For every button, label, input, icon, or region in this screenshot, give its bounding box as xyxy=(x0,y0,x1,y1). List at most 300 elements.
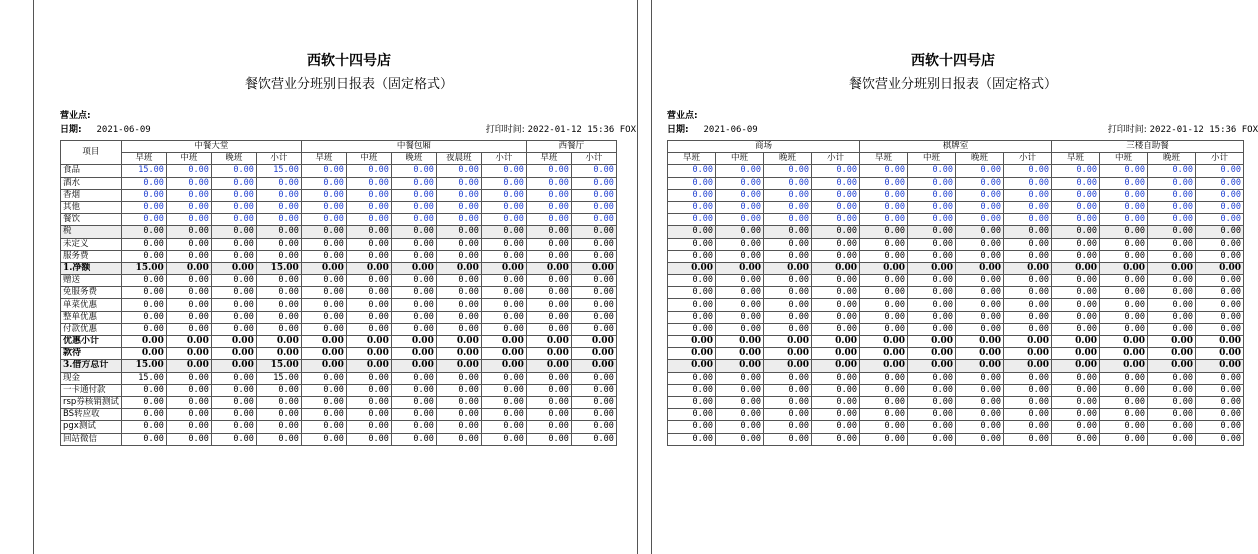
value-cell: 0.00 xyxy=(908,311,956,323)
value-cell: 0.00 xyxy=(211,226,256,238)
table-row xyxy=(668,287,1244,299)
value-cell: 0.00 xyxy=(436,396,481,408)
table-row xyxy=(668,262,1244,274)
value-cell: 0.00 xyxy=(860,189,908,201)
value-cell: 0.00 xyxy=(301,421,346,433)
table-row xyxy=(668,409,1244,421)
value-cell: 0.00 xyxy=(1196,360,1244,372)
value-cell: 0.00 xyxy=(481,262,526,274)
shift-column-header: 晚班 xyxy=(764,153,812,165)
value-cell: 0.00 xyxy=(908,396,956,408)
value-cell: 0.00 xyxy=(668,177,716,189)
value-cell: 0.00 xyxy=(346,287,391,299)
value-cell: 0.00 xyxy=(1052,384,1100,396)
date-row xyxy=(667,122,758,135)
shift-column-header: 中班 xyxy=(346,153,391,165)
value-cell: 0.00 xyxy=(301,287,346,299)
shift-column-header: 晚班 xyxy=(391,153,436,165)
value-cell: 0.00 xyxy=(1148,177,1196,189)
value-cell: 0.00 xyxy=(1196,189,1244,201)
value-cell: 0.00 xyxy=(668,214,716,226)
table-row xyxy=(668,165,1244,177)
value-cell: 0.00 xyxy=(526,189,571,201)
value-cell: 0.00 xyxy=(716,372,764,384)
value-cell: 0.00 xyxy=(481,201,526,213)
value-cell: 0.00 xyxy=(571,177,616,189)
value-cell: 0.00 xyxy=(301,189,346,201)
value-cell: 0.00 xyxy=(956,360,1004,372)
value-cell: 0.00 xyxy=(764,177,812,189)
shift-column-header: 小计 xyxy=(1196,153,1244,165)
value-cell: 0.00 xyxy=(716,348,764,360)
value-cell: 0.00 xyxy=(121,189,166,201)
value-cell: 0.00 xyxy=(716,384,764,396)
value-cell: 0.00 xyxy=(1196,336,1244,348)
value-cell: 0.00 xyxy=(211,336,256,348)
value-cell: 0.00 xyxy=(1052,250,1100,262)
value-cell: 0.00 xyxy=(1100,433,1148,445)
report-page-right xyxy=(667,0,1258,554)
shift-column-header: 小计 xyxy=(481,153,526,165)
value-cell: 0.00 xyxy=(1004,226,1052,238)
value-cell: 0.00 xyxy=(121,323,166,335)
table-row xyxy=(668,336,1244,348)
date-label: 日期: xyxy=(667,125,689,135)
value-cell: 0.00 xyxy=(1100,348,1148,360)
value-cell: 0.00 xyxy=(668,299,716,311)
value-cell: 0.00 xyxy=(166,323,211,335)
value-cell: 0.00 xyxy=(812,372,860,384)
value-cell: 0.00 xyxy=(908,262,956,274)
value-cell: 0.00 xyxy=(436,287,481,299)
value-cell: 0.00 xyxy=(571,189,616,201)
table-row xyxy=(61,165,617,177)
value-cell: 0.00 xyxy=(346,275,391,287)
value-cell: 0.00 xyxy=(526,433,571,445)
value-cell: 0.00 xyxy=(668,323,716,335)
value-cell: 0.00 xyxy=(481,238,526,250)
value-cell: 0.00 xyxy=(860,262,908,274)
value-cell: 0.00 xyxy=(668,275,716,287)
table-row xyxy=(61,348,617,360)
value-cell: 0.00 xyxy=(1148,421,1196,433)
row-label: 香烟 xyxy=(61,189,122,201)
value-cell: 0.00 xyxy=(211,275,256,287)
print-time-label: 打印时间: xyxy=(485,125,525,135)
table-row xyxy=(61,372,617,384)
value-cell: 0.00 xyxy=(1196,238,1244,250)
value-cell: 0.00 xyxy=(1196,201,1244,213)
value-cell: 0.00 xyxy=(908,287,956,299)
value-cell: 0.00 xyxy=(956,238,1004,250)
value-cell: 0.00 xyxy=(121,275,166,287)
value-cell: 0.00 xyxy=(121,421,166,433)
value-cell: 0.00 xyxy=(1004,336,1052,348)
shift-column-header: 小计 xyxy=(812,153,860,165)
value-cell: 0.00 xyxy=(256,275,301,287)
value-cell: 0.00 xyxy=(436,250,481,262)
value-cell: 0.00 xyxy=(716,275,764,287)
value-cell: 0.00 xyxy=(121,396,166,408)
value-cell: 0.00 xyxy=(211,287,256,299)
value-cell: 0.00 xyxy=(764,226,812,238)
value-cell: 0.00 xyxy=(764,336,812,348)
value-cell: 0.00 xyxy=(1052,421,1100,433)
value-cell: 0.00 xyxy=(956,201,1004,213)
value-cell: 0.00 xyxy=(716,250,764,262)
table-row xyxy=(668,201,1244,213)
value-cell: 0.00 xyxy=(1196,372,1244,384)
value-cell: 0.00 xyxy=(1196,311,1244,323)
outlet-label-row xyxy=(667,108,698,121)
value-cell: 0.00 xyxy=(256,189,301,201)
table-row xyxy=(668,250,1244,262)
value-cell: 0.00 xyxy=(256,409,301,421)
value-cell: 0.00 xyxy=(571,409,616,421)
value-cell: 0.00 xyxy=(1052,238,1100,250)
value-cell: 0.00 xyxy=(256,384,301,396)
value-cell: 0.00 xyxy=(436,336,481,348)
value-cell: 0.00 xyxy=(860,165,908,177)
value-cell: 0.00 xyxy=(1100,214,1148,226)
value-cell: 0.00 xyxy=(956,311,1004,323)
value-cell: 0.00 xyxy=(1100,396,1148,408)
report-page-left xyxy=(60,0,638,554)
value-cell: 0.00 xyxy=(1004,250,1052,262)
shift-column-header: 晚班 xyxy=(1148,153,1196,165)
value-cell: 0.00 xyxy=(1052,275,1100,287)
value-cell: 0.00 xyxy=(256,421,301,433)
value-cell: 0.00 xyxy=(956,262,1004,274)
value-cell: 0.00 xyxy=(166,287,211,299)
value-cell: 0.00 xyxy=(908,421,956,433)
value-cell: 0.00 xyxy=(526,177,571,189)
value-cell: 0.00 xyxy=(1196,214,1244,226)
value-cell: 0.00 xyxy=(391,262,436,274)
row-label: 单菜优惠 xyxy=(61,299,122,311)
table-row xyxy=(61,323,617,335)
value-cell: 0.00 xyxy=(121,336,166,348)
value-cell: 0.00 xyxy=(1100,275,1148,287)
shift-column-header: 早班 xyxy=(121,153,166,165)
value-cell: 0.00 xyxy=(166,421,211,433)
value-cell: 0.00 xyxy=(716,299,764,311)
value-cell: 0.00 xyxy=(256,323,301,335)
value-cell: 0.00 xyxy=(1004,396,1052,408)
date-label: 日期: xyxy=(60,125,82,135)
value-cell: 0.00 xyxy=(211,189,256,201)
value-cell: 0.00 xyxy=(166,262,211,274)
value-cell: 0.00 xyxy=(166,189,211,201)
value-cell: 0.00 xyxy=(1004,323,1052,335)
value-cell: 0.00 xyxy=(908,201,956,213)
table-row xyxy=(668,299,1244,311)
value-cell: 0.00 xyxy=(211,323,256,335)
value-cell: 0.00 xyxy=(1052,336,1100,348)
value-cell: 0.00 xyxy=(436,189,481,201)
value-cell: 0.00 xyxy=(668,384,716,396)
report-title: 餐饮营业分班别日报表（固定格式） xyxy=(848,77,1057,92)
value-cell: 0.00 xyxy=(956,165,1004,177)
value-cell: 0.00 xyxy=(1196,421,1244,433)
value-cell: 0.00 xyxy=(1004,238,1052,250)
date-row xyxy=(60,122,151,135)
value-cell: 0.00 xyxy=(166,384,211,396)
table-row xyxy=(61,238,617,250)
value-cell: 0.00 xyxy=(812,311,860,323)
value-cell: 0.00 xyxy=(716,323,764,335)
table-row xyxy=(61,396,617,408)
value-cell: 0.00 xyxy=(1148,262,1196,274)
value-cell: 0.00 xyxy=(1052,409,1100,421)
value-cell: 0.00 xyxy=(391,311,436,323)
table-row xyxy=(61,336,617,348)
value-cell: 0.00 xyxy=(346,226,391,238)
value-cell: 0.00 xyxy=(166,177,211,189)
value-cell: 0.00 xyxy=(1196,177,1244,189)
value-cell: 0.00 xyxy=(860,214,908,226)
value-cell: 0.00 xyxy=(716,189,764,201)
value-cell: 0.00 xyxy=(860,396,908,408)
shift-column-header: 中班 xyxy=(1100,153,1148,165)
value-cell: 0.00 xyxy=(1052,262,1100,274)
value-cell: 0.00 xyxy=(436,165,481,177)
value-cell: 0.00 xyxy=(764,299,812,311)
value-cell: 0.00 xyxy=(1100,165,1148,177)
value-cell: 0.00 xyxy=(668,433,716,445)
value-cell: 0.00 xyxy=(436,299,481,311)
store-name: 西软十四号店 xyxy=(911,53,995,69)
value-cell: 0.00 xyxy=(668,360,716,372)
value-cell: 0.00 xyxy=(1100,372,1148,384)
value-cell: 0.00 xyxy=(526,360,571,372)
value-cell: 0.00 xyxy=(812,189,860,201)
value-cell: 0.00 xyxy=(764,287,812,299)
value-cell: 0.00 xyxy=(526,311,571,323)
header-row-shifts xyxy=(61,153,617,165)
value-cell: 0.00 xyxy=(956,421,1004,433)
value-cell: 0.00 xyxy=(346,262,391,274)
value-cell: 0.00 xyxy=(716,421,764,433)
value-cell: 0.00 xyxy=(166,214,211,226)
value-cell: 0.00 xyxy=(436,409,481,421)
value-cell: 0.00 xyxy=(860,275,908,287)
value-cell: 0.00 xyxy=(301,336,346,348)
value-cell: 0.00 xyxy=(1100,421,1148,433)
row-label: 1.净额 xyxy=(61,262,122,274)
value-cell: 0.00 xyxy=(391,348,436,360)
value-cell: 0.00 xyxy=(211,421,256,433)
value-cell: 0.00 xyxy=(121,177,166,189)
value-cell: 0.00 xyxy=(166,372,211,384)
value-cell: 0.00 xyxy=(391,165,436,177)
table-row xyxy=(668,226,1244,238)
value-cell: 0.00 xyxy=(668,238,716,250)
value-cell: 0.00 xyxy=(436,226,481,238)
value-cell: 0.00 xyxy=(436,421,481,433)
value-cell: 0.00 xyxy=(346,348,391,360)
value-cell: 0.00 xyxy=(481,372,526,384)
table-row xyxy=(61,250,617,262)
value-cell: 0.00 xyxy=(1196,323,1244,335)
print-time-label: 打印时间: xyxy=(1107,125,1147,135)
value-cell: 0.00 xyxy=(1004,165,1052,177)
value-cell: 0.00 xyxy=(436,275,481,287)
value-cell: 0.00 xyxy=(1100,177,1148,189)
value-cell: 0.00 xyxy=(812,360,860,372)
value-cell: 0.00 xyxy=(1148,189,1196,201)
value-cell: 0.00 xyxy=(956,433,1004,445)
value-cell: 0.00 xyxy=(481,275,526,287)
value-cell: 15.00 xyxy=(121,360,166,372)
value-cell: 0.00 xyxy=(908,336,956,348)
outlet-label: 营业点: xyxy=(60,111,91,121)
value-cell: 0.00 xyxy=(764,165,812,177)
value-cell: 0.00 xyxy=(1100,250,1148,262)
value-cell: 0.00 xyxy=(346,360,391,372)
value-cell: 0.00 xyxy=(211,384,256,396)
value-cell: 0.00 xyxy=(860,177,908,189)
value-cell: 0.00 xyxy=(211,238,256,250)
value-cell: 0.00 xyxy=(908,348,956,360)
value-cell: 0.00 xyxy=(668,287,716,299)
value-cell: 0.00 xyxy=(211,348,256,360)
row-label: 整单优惠 xyxy=(61,311,122,323)
value-cell: 0.00 xyxy=(121,226,166,238)
value-cell: 0.00 xyxy=(764,360,812,372)
row-label: 优惠小计 xyxy=(61,336,122,348)
value-cell: 0.00 xyxy=(1100,226,1148,238)
value-cell: 0.00 xyxy=(1004,275,1052,287)
value-cell: 0.00 xyxy=(860,360,908,372)
table-row xyxy=(61,177,617,189)
table-row xyxy=(668,348,1244,360)
row-label: 一卡通付款 xyxy=(61,384,122,396)
value-cell: 0.00 xyxy=(860,433,908,445)
value-cell: 0.00 xyxy=(668,226,716,238)
value-cell: 0.00 xyxy=(956,372,1004,384)
value-cell: 0.00 xyxy=(812,409,860,421)
value-cell: 0.00 xyxy=(668,372,716,384)
value-cell: 0.00 xyxy=(526,262,571,274)
value-cell: 0.00 xyxy=(956,226,1004,238)
value-cell: 0.00 xyxy=(436,214,481,226)
value-cell: 0.00 xyxy=(812,177,860,189)
value-cell: 0.00 xyxy=(391,177,436,189)
value-cell: 0.00 xyxy=(860,287,908,299)
shift-column-header: 夜晨班 xyxy=(436,153,481,165)
table-row xyxy=(668,214,1244,226)
value-cell: 0.00 xyxy=(346,311,391,323)
store-name: 西软十四号店 xyxy=(307,53,391,69)
value-cell: 0.00 xyxy=(908,360,956,372)
value-cell: 0.00 xyxy=(391,384,436,396)
value-cell: 0.00 xyxy=(1196,348,1244,360)
group-header: 棋牌室 xyxy=(860,141,1052,153)
value-cell: 0.00 xyxy=(121,250,166,262)
value-cell: 0.00 xyxy=(346,409,391,421)
value-cell: 0.00 xyxy=(301,250,346,262)
value-cell: 0.00 xyxy=(860,372,908,384)
table-row xyxy=(61,189,617,201)
value-cell: 0.00 xyxy=(764,275,812,287)
value-cell: 0.00 xyxy=(716,336,764,348)
value-cell: 0.00 xyxy=(481,311,526,323)
value-cell: 0.00 xyxy=(256,299,301,311)
value-cell: 0.00 xyxy=(481,299,526,311)
value-cell: 0.00 xyxy=(1004,348,1052,360)
value-cell: 0.00 xyxy=(571,250,616,262)
value-cell: 0.00 xyxy=(526,250,571,262)
value-cell: 0.00 xyxy=(956,189,1004,201)
value-cell: 0.00 xyxy=(301,384,346,396)
value-cell: 0.00 xyxy=(908,226,956,238)
value-cell: 0.00 xyxy=(436,238,481,250)
value-cell: 0.00 xyxy=(812,323,860,335)
value-cell: 0.00 xyxy=(256,433,301,445)
value-cell: 0.00 xyxy=(571,262,616,274)
value-cell: 0.00 xyxy=(526,165,571,177)
value-cell: 0.00 xyxy=(1196,409,1244,421)
value-cell: 0.00 xyxy=(481,287,526,299)
value-cell: 0.00 xyxy=(256,348,301,360)
value-cell: 0.00 xyxy=(436,384,481,396)
value-cell: 0.00 xyxy=(301,226,346,238)
value-cell: 0.00 xyxy=(956,177,1004,189)
value-cell: 0.00 xyxy=(1004,433,1052,445)
value-cell: 0.00 xyxy=(526,275,571,287)
table-row xyxy=(668,396,1244,408)
value-cell: 0.00 xyxy=(908,177,956,189)
value-cell: 0.00 xyxy=(436,433,481,445)
value-cell: 0.00 xyxy=(764,384,812,396)
value-cell: 0.00 xyxy=(764,433,812,445)
value-cell: 0.00 xyxy=(668,165,716,177)
value-cell: 0.00 xyxy=(256,336,301,348)
value-cell: 0.00 xyxy=(1100,238,1148,250)
table-row xyxy=(668,275,1244,287)
value-cell: 0.00 xyxy=(391,421,436,433)
value-cell: 0.00 xyxy=(211,262,256,274)
value-cell: 0.00 xyxy=(571,348,616,360)
value-cell: 0.00 xyxy=(301,177,346,189)
value-cell: 0.00 xyxy=(1004,287,1052,299)
value-cell: 0.00 xyxy=(1148,348,1196,360)
value-cell: 0.00 xyxy=(391,409,436,421)
row-label: 款待 xyxy=(61,348,122,360)
value-cell: 0.00 xyxy=(764,323,812,335)
print-time-value: 2022-01-12 15:36 FOX xyxy=(1149,125,1258,135)
value-cell: 0.00 xyxy=(436,311,481,323)
value-cell: 0.00 xyxy=(1004,262,1052,274)
row-label: pgx测试 xyxy=(61,421,122,433)
value-cell: 0.00 xyxy=(121,238,166,250)
value-cell: 0.00 xyxy=(166,311,211,323)
value-cell: 0.00 xyxy=(1196,433,1244,445)
value-cell: 0.00 xyxy=(256,311,301,323)
value-cell: 0.00 xyxy=(956,250,1004,262)
value-cell: 0.00 xyxy=(716,165,764,177)
value-cell: 0.00 xyxy=(121,214,166,226)
value-cell: 0.00 xyxy=(256,250,301,262)
right-page-margin-line xyxy=(651,0,652,554)
value-cell: 0.00 xyxy=(764,396,812,408)
value-cell: 0.00 xyxy=(716,360,764,372)
shift-column-header: 晚班 xyxy=(956,153,1004,165)
print-time-value: 2022-01-12 15:36 FOX xyxy=(527,125,636,135)
row-label: 付款优惠 xyxy=(61,323,122,335)
value-cell: 0.00 xyxy=(764,250,812,262)
